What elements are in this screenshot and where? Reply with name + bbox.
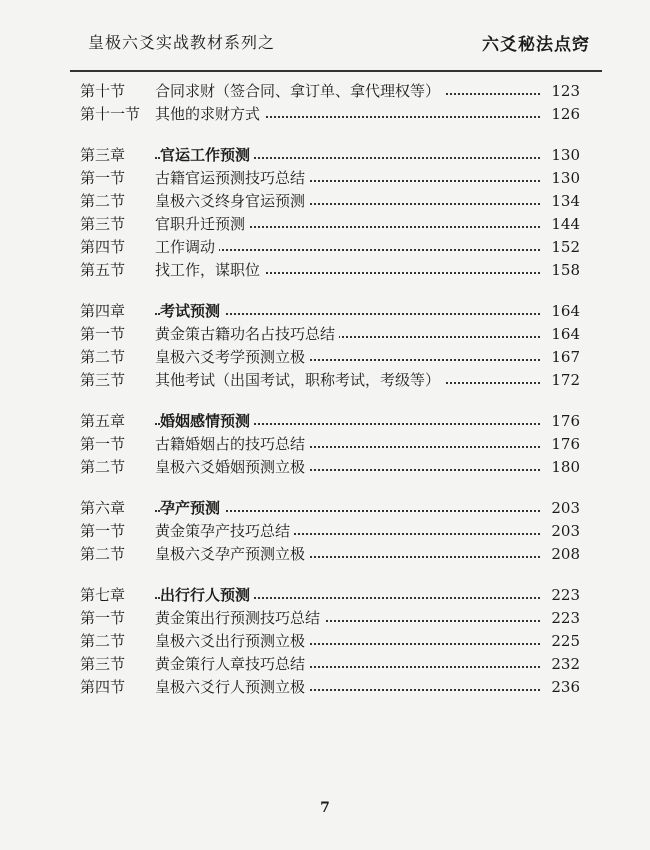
toc-entry-title: 工作调动 — [155, 236, 219, 259]
toc-section-row — [60, 103, 580, 126]
toc-entry-page: 152 — [540, 236, 580, 259]
toc-entry-title: 孕产预测 — [160, 497, 224, 520]
toc-entry-title: 黄金策行人章技巧总结 — [155, 653, 309, 676]
toc-section-row — [60, 259, 580, 282]
toc-entry-title: 合同求财（签合同、拿订单、拿代理权等） — [155, 80, 444, 103]
toc-entry-number: 第一节 — [80, 325, 126, 343]
toc-entry-page: 208 — [540, 543, 580, 566]
toc-entry-title: 黄金策出行预测技巧总结 — [155, 607, 324, 630]
toc-entry-title: 其他的求财方式 — [155, 103, 264, 126]
toc-section-row — [60, 190, 580, 213]
toc-section-row — [60, 236, 580, 259]
toc-entry-page: 180 — [540, 456, 580, 479]
toc-chapter-row — [60, 300, 580, 323]
toc-entry-page: 130 — [540, 167, 580, 190]
toc-entry-title: 其他考试（出国考试，职称考试，考级等） — [155, 369, 444, 392]
toc-entry-page: 223 — [540, 584, 580, 607]
series-title: 皇极六爻实战教材系列之 — [88, 33, 276, 52]
toc-entry-page: 123 — [540, 80, 580, 103]
toc-entry-number: 第二节 — [80, 348, 126, 366]
toc-section-row — [60, 456, 580, 479]
toc-section-row — [60, 80, 580, 103]
toc-entry-page: 236 — [540, 676, 580, 699]
toc-entry-title: 皇极六爻婚姻预测立极 — [155, 456, 309, 479]
toc-entry-title: 黄金策古籍功名占技巧总结 — [155, 323, 339, 346]
toc-entry-title: 考试预测 — [160, 300, 224, 323]
toc-entry-number: 第五章 — [80, 412, 126, 430]
toc-entry-number: 第十节 — [80, 82, 126, 100]
toc-entry-number: 第六章 — [80, 499, 126, 517]
toc-chapter-row — [60, 144, 580, 167]
toc-entry-number: 第一节 — [80, 169, 126, 187]
toc-entry-number: 第三节 — [80, 655, 126, 673]
toc-entry-page: 203 — [540, 520, 580, 543]
toc-entry-title: 官运工作预测 — [160, 144, 254, 167]
toc-chapter-row — [60, 410, 580, 433]
toc-section-row — [60, 167, 580, 190]
toc-entry-page: 203 — [540, 497, 580, 520]
toc-section-row — [60, 369, 580, 392]
toc-entry-page: 223 — [540, 607, 580, 630]
toc-section-row — [60, 520, 580, 543]
toc-entry-number: 第一节 — [80, 609, 126, 627]
toc-entry-page: 158 — [540, 259, 580, 282]
toc-entry-page: 164 — [540, 300, 580, 323]
toc-entry-number: 第一节 — [80, 435, 126, 453]
toc-entry-number: 第三节 — [80, 371, 126, 389]
toc-section-row — [60, 676, 580, 699]
toc-entry-page: 172 — [540, 369, 580, 392]
toc-entry-title: 出行行人预测 — [160, 584, 254, 607]
toc-entry-number: 第二节 — [80, 192, 126, 210]
toc-entry-number: 第三节 — [80, 215, 126, 233]
toc-entry-title: 古籍官运预测技巧总结 — [155, 167, 309, 190]
toc-entry-title: 皇极六爻孕产预测立极 — [155, 543, 309, 566]
toc-entry-title: 婚姻感情预测 — [160, 410, 254, 433]
toc-entry-number: 第四节 — [80, 238, 126, 256]
toc-entry-page: 176 — [540, 410, 580, 433]
toc-entry-page: 130 — [540, 144, 580, 167]
toc-entry-number: 第十一节 — [80, 105, 141, 123]
toc-entry-title: 皇极六爻行人预测立极 — [155, 676, 309, 699]
toc-entry-number: 第二节 — [80, 632, 126, 650]
toc-entry-title: 古籍婚姻占的技巧总结 — [155, 433, 309, 456]
toc-entry-page: 164 — [540, 323, 580, 346]
toc-entry-number: 第四节 — [80, 678, 126, 696]
toc-entry-title: 黄金策孕产技巧总结 — [155, 520, 294, 543]
book-title: 六爻秘法点窍 — [482, 35, 590, 55]
toc-section-row — [60, 543, 580, 566]
toc-entry-title: 皇极六爻出行预测立极 — [155, 630, 309, 653]
toc-section-row — [60, 323, 580, 346]
toc-entry-number: 第七章 — [80, 586, 126, 604]
toc-entry-page: 225 — [540, 630, 580, 653]
page-number: 7 — [320, 800, 330, 816]
running-header — [70, 18, 602, 72]
toc-entry-title: 官职升迁预测 — [155, 213, 249, 236]
toc-entry-number: 第四章 — [80, 302, 126, 320]
toc-entry-page: 134 — [540, 190, 580, 213]
toc-entry-number: 第二节 — [80, 545, 126, 563]
toc-entry-title: 找工作，谋职位 — [155, 259, 264, 282]
toc-entry-page: 176 — [540, 433, 580, 456]
toc-entry-title: 皇极六爻终身官运预测 — [155, 190, 309, 213]
toc-section-row — [60, 653, 580, 676]
table-of-contents — [60, 80, 580, 699]
toc-chapter-row — [60, 497, 580, 520]
toc-section-row — [60, 607, 580, 630]
toc-section-row — [60, 433, 580, 456]
toc-entry-number: 第二节 — [80, 458, 126, 476]
toc-section-row — [60, 213, 580, 236]
toc-entry-number: 第五节 — [80, 261, 126, 279]
toc-entry-page: 144 — [540, 213, 580, 236]
toc-entry-page: 167 — [540, 346, 580, 369]
toc-chapter-row — [60, 584, 580, 607]
toc-entry-number: 第三章 — [80, 146, 126, 164]
toc-entry-number: 第一节 — [80, 522, 126, 540]
toc-entry-page: 126 — [540, 103, 580, 126]
toc-entry-title: 皇极六爻考学预测立极 — [155, 346, 309, 369]
toc-section-row — [60, 346, 580, 369]
toc-section-row — [60, 630, 580, 653]
toc-entry-page: 232 — [540, 653, 580, 676]
